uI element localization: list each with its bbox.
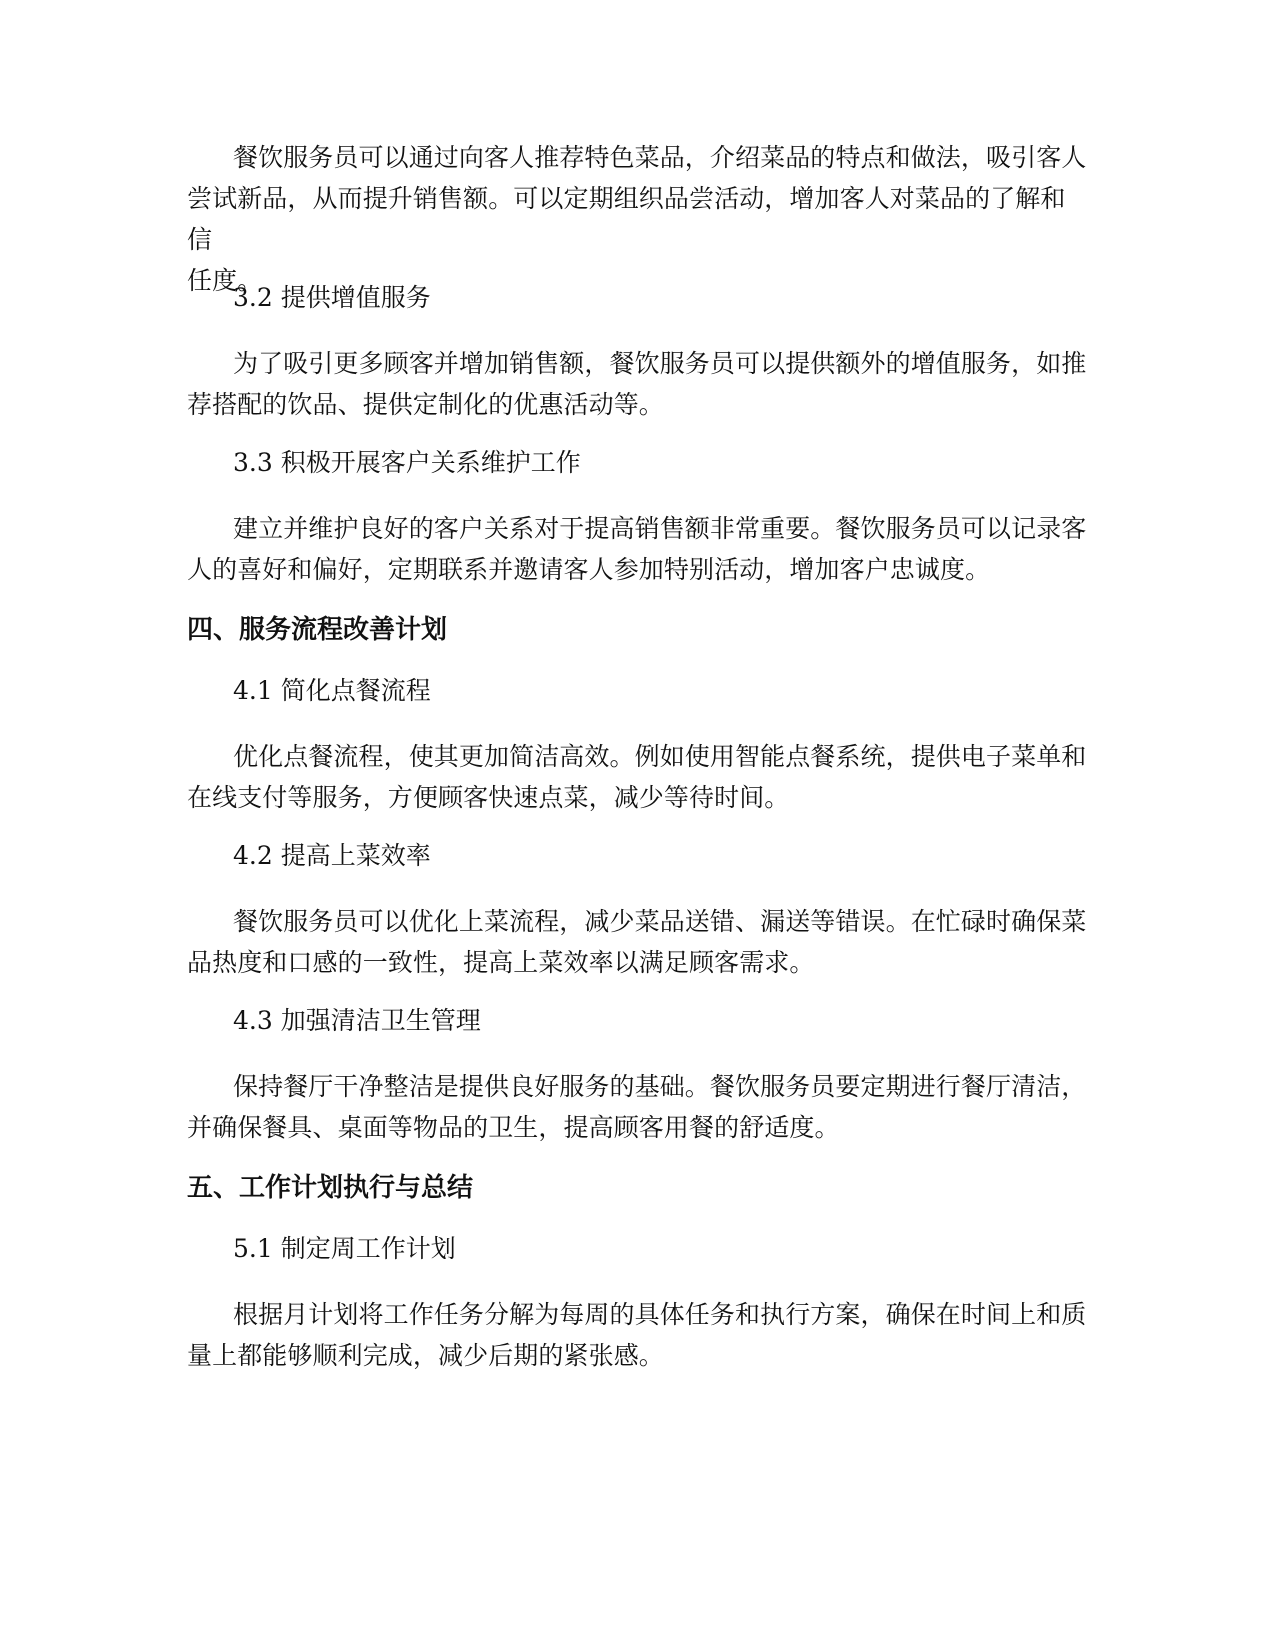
paragraph-cleaning-hygiene: 保持餐厅干净整洁是提供良好服务的基础。餐饮服务员要定期进行餐厅清洁， 并确保餐具、桌面等物品的卫生，提高顾客用餐的舒适度。 [187, 1072, 1087, 1142]
paragraph-serving-efficiency: 餐饮服务员可以优化上菜流程，减少菜品送错、漏送等错误。在忙碌时确保菜 品热度和口感的一致性，提高上菜效率以满足顾客需求。 [187, 907, 1087, 977]
section-heading-4: 四、服务流程改善计划 [187, 615, 448, 645]
subheading-4-2: 4.2 提高上菜效率 [233, 841, 431, 870]
section-heading-5: 五、工作计划执行与总结 [187, 1173, 474, 1203]
subheading-3-2: 3.2 提供增值服务 [233, 283, 431, 312]
subheading-3-3: 3.3 积极开展客户关系维护工作 [233, 448, 581, 477]
paragraph-recommend-dishes: 餐饮服务员可以通过向客人推荐特色菜品，介绍菜品的特点和做法，吸引客人 尝试新品，从而提升销售额。可以定期组织品尝活动，增加客人对菜品的了解和信 任度。 [187, 143, 1087, 295]
paragraph-weekly-plan: 根据月计划将工作任务分解为每周的具体任务和执行方案，确保在时间上和质 量上都能够顺利完成，减少后期的紧张感。 [187, 1300, 1087, 1370]
paragraph-customer-relations: 建立并维护良好的客户关系对于提高销售额非常重要。餐饮服务员可以记录客 人的喜好和偏好，定期联系并邀请客人参加特别活动，增加客户忠诚度。 [187, 514, 1087, 584]
subheading-4-1: 4.1 简化点餐流程 [233, 676, 431, 705]
subheading-5-1: 5.1 制定周工作计划 [233, 1234, 456, 1263]
subheading-4-3: 4.3 加强清洁卫生管理 [233, 1006, 481, 1035]
paragraph-simplify-ordering: 优化点餐流程，使其更加简洁高效。例如使用智能点餐系统，提供电子菜单和 在线支付等服务，方便顾客快速点菜，减少等待时间。 [187, 742, 1087, 812]
paragraph-value-added-service: 为了吸引更多顾客并增加销售额，餐饮服务员可以提供额外的增值服务，如推 荐搭配的饮品、提供定制化的优惠活动等。 [187, 349, 1087, 419]
